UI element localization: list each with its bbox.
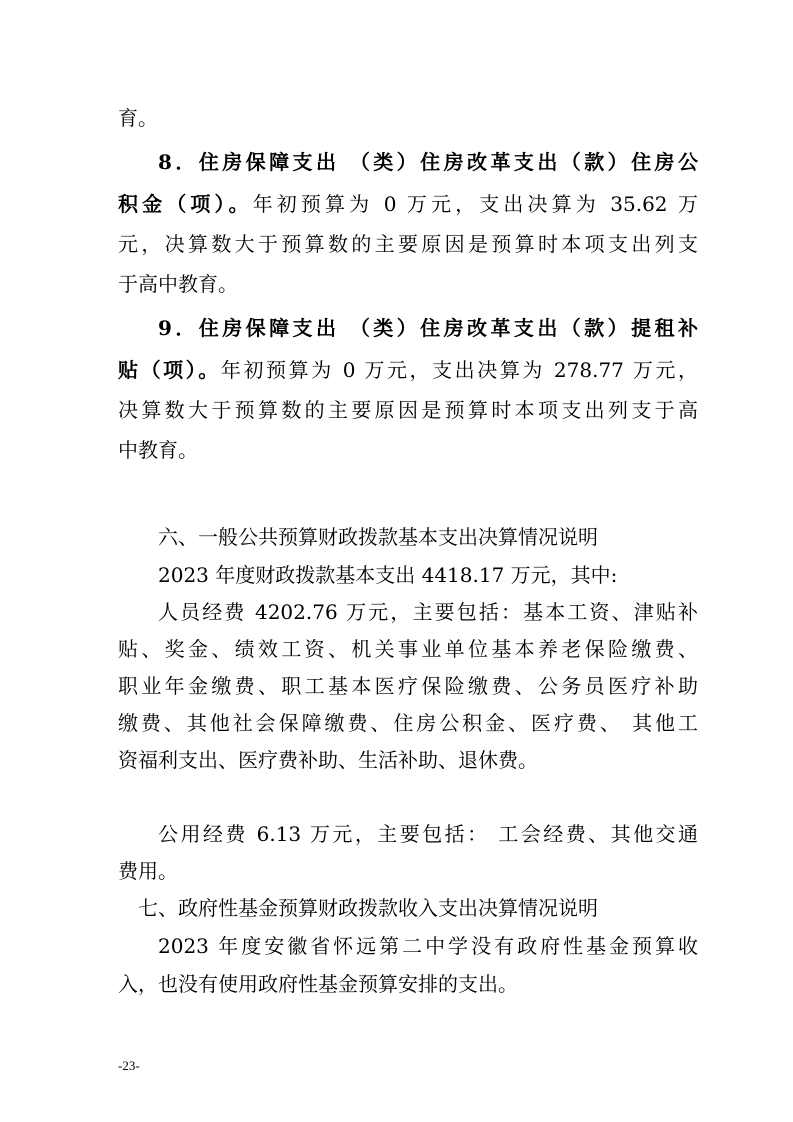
item8-heading: 8．住房保障支出 （类）住房改革支出（款）住房公: [158, 150, 698, 174]
item8-line4: 于高中教育。: [118, 272, 238, 296]
section7-line2: 入，也没有使用政府性基金预算安排的支出。: [118, 972, 518, 996]
item8-heading-end: 积金（项）。: [118, 192, 253, 216]
section6-title: 六、一般公共预算财政拨款基本支出决算情况说明: [158, 525, 598, 549]
item9-heading: 9．住房保障支出 （类）住房改革支出（款）提租补: [158, 316, 698, 340]
personnel-line1: 人员经费 4202.76 万元，主要包括：基本工资、津贴补: [158, 600, 698, 624]
item9-line4: 中教育。: [118, 438, 198, 462]
item9-line2: [118, 355, 698, 385]
item9-heading-end: 贴（项）。: [118, 358, 221, 382]
continuation-text: 育。: [118, 106, 158, 130]
item8-line3: 元，决算数大于预算数的主要原因是预算时本项支出列支: [118, 232, 698, 256]
item9-line3: 决算数大于预算数的主要原因是预算时本项支出列支于高: [118, 398, 698, 422]
item9-line2-text: 年初预算为 0 万元，支出决算为 278.77 万元，: [220, 358, 698, 382]
public-line1: 公用经费 6.13 万元，主要包括： 工会经费、其他交通: [158, 822, 698, 846]
personnel-line5: 资福利支出、医疗费补助、生活补助、退休费。: [118, 748, 538, 772]
section7-title: 七、政府性基金预算财政拨款收入支出决算情况说明: [138, 896, 598, 920]
personnel-line4: 缴费、其他社会保障缴费、住房公积金、医疗费、 其他工: [118, 711, 698, 735]
item8-line2: [118, 189, 698, 219]
public-line2: 费用。: [118, 859, 178, 883]
section7-line1: 2023 年度安徽省怀远第二中学没有政府性基金预算收: [158, 934, 698, 958]
personnel-line3: 职业年金缴费、职工基本医疗保险缴费、公务员医疗补助: [118, 674, 698, 698]
item8-line2-text: 年初预算为 0 万元，支出决算为 35.62 万: [252, 192, 698, 216]
page-number: -23-: [118, 1058, 140, 1073]
personnel-line2: 贴、奖金、绩效工资、机关事业单位基本养老保险缴费、: [118, 637, 698, 661]
section6-total: 2023 年度财政拨款基本支出 4418.17 万元，其中:: [158, 563, 618, 587]
